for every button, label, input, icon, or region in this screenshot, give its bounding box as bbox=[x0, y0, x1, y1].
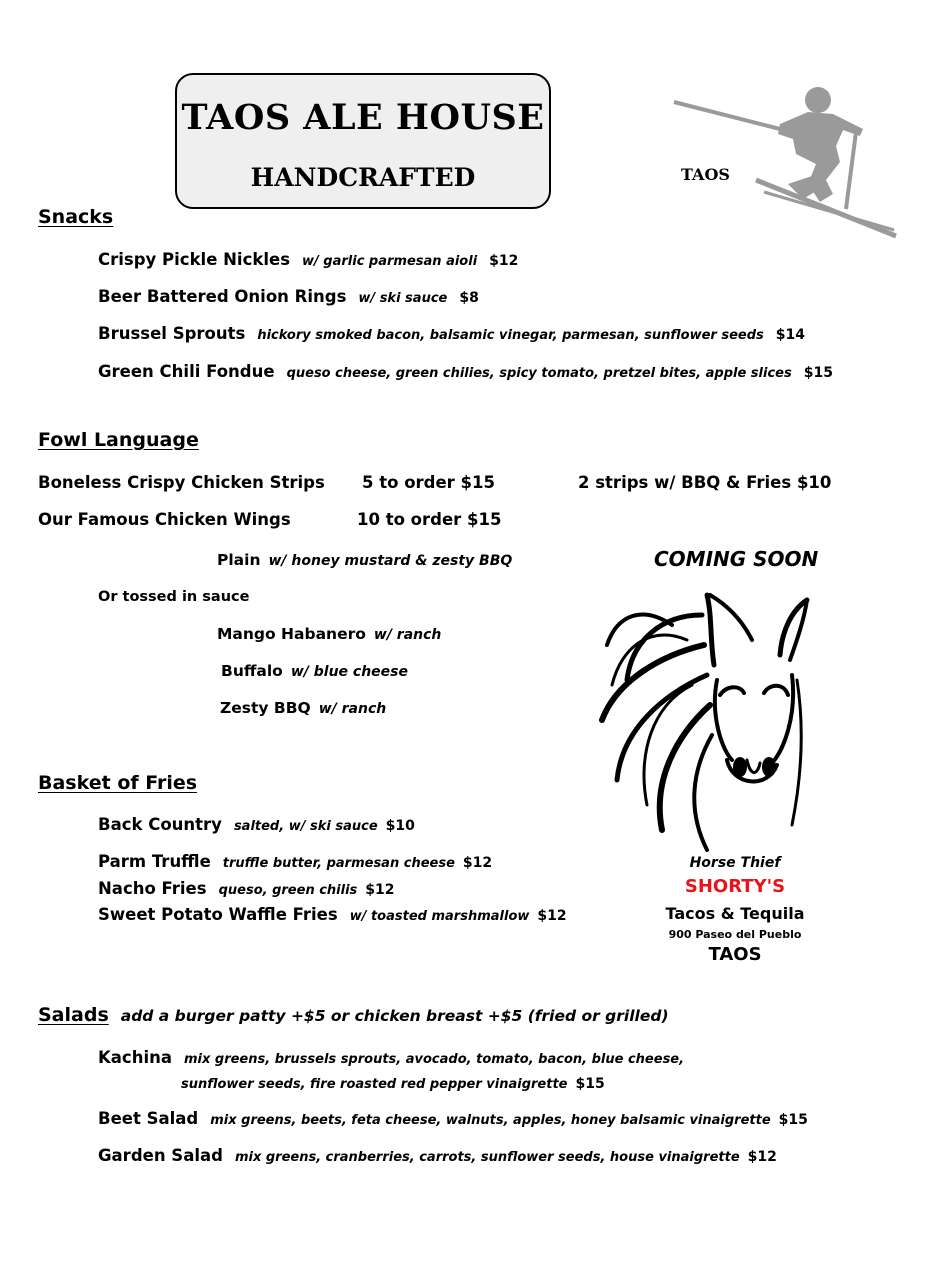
horse-mane-8 bbox=[644, 685, 692, 805]
ski-pole-right bbox=[846, 132, 856, 209]
horse-ear-left bbox=[707, 595, 714, 665]
item-price: $14 bbox=[775, 327, 805, 343]
item-desc: w/ toasted marshmallow bbox=[349, 909, 530, 924]
page-title: TAOS ALE HOUSE bbox=[181, 97, 545, 138]
wings-order: 10 to order $15 bbox=[357, 510, 502, 529]
item-desc: queso cheese, green chilies, spicy tomato, pretzel bites, apple slices bbox=[286, 366, 792, 381]
item-name: Sweet Potato Waffle Fries bbox=[98, 905, 338, 924]
strips-name: Boneless Crispy Chicken Strips bbox=[38, 473, 325, 492]
item-desc: queso, green chilis bbox=[218, 883, 358, 898]
item-desc: w/ garlic parmesan aioli bbox=[302, 254, 478, 269]
item-desc: w/ ski sauce bbox=[358, 291, 448, 306]
item-price: $15 bbox=[575, 1076, 605, 1092]
skier-head bbox=[805, 87, 831, 113]
salads-header bbox=[38, 1004, 669, 1026]
item-name: Back Country bbox=[98, 815, 222, 834]
horse-nostril-left bbox=[733, 757, 747, 777]
salads-note: add a burger patty +$5 or chicken breast +$5 (fried or grilled) bbox=[120, 1007, 669, 1025]
item-price: $15 bbox=[803, 365, 833, 381]
sauce-desc: w/ ranch bbox=[318, 701, 387, 717]
item-name: Parm Truffle bbox=[98, 852, 211, 871]
menu-item bbox=[98, 1048, 684, 1067]
horse-mane-3 bbox=[617, 675, 707, 780]
horse-mane-6 bbox=[607, 615, 672, 645]
menu-item bbox=[98, 250, 518, 269]
menu-item bbox=[98, 905, 567, 924]
section-heading-salads: Salads bbox=[38, 1004, 109, 1026]
plain-desc: w/ honey mustard & zesty BBQ bbox=[268, 553, 513, 569]
ski-pole-left bbox=[674, 102, 780, 129]
horse-mouth bbox=[747, 760, 760, 772]
sauce-item bbox=[221, 661, 408, 680]
horse-mane-5 bbox=[694, 735, 712, 850]
item-name: Garden Salad bbox=[98, 1146, 223, 1165]
coming-soon-label: COMING SOON bbox=[654, 547, 819, 571]
item-name: Kachina bbox=[98, 1048, 172, 1067]
menu-item bbox=[98, 1146, 777, 1165]
section-heading-fries: Basket of Fries bbox=[38, 772, 198, 794]
horse-eye-left bbox=[720, 687, 744, 695]
item-desc: mix greens, cranberries, carrots, sunflower seeds, house vinaigrette bbox=[234, 1150, 740, 1165]
section-heading-snacks: Snacks bbox=[38, 206, 114, 228]
promo-line1: Horse Thief bbox=[689, 855, 781, 871]
sauce-item bbox=[217, 624, 441, 643]
promo-address: 900 Paseo del Pueblo bbox=[668, 928, 802, 941]
item-price: $10 bbox=[385, 818, 415, 834]
item-price: $12 bbox=[537, 908, 567, 924]
menu-item bbox=[98, 324, 805, 343]
sauce-desc: w/ ranch bbox=[373, 627, 442, 643]
menu-item bbox=[98, 1109, 808, 1128]
section-heading-fowl: Fowl Language bbox=[38, 429, 199, 451]
menu-item bbox=[98, 879, 395, 898]
horse-ear-left-inner bbox=[710, 595, 752, 640]
item-name: Nacho Fries bbox=[98, 879, 207, 898]
promo-city: TAOS bbox=[708, 944, 762, 965]
item-price: $12 bbox=[747, 1149, 777, 1165]
item-desc: mix greens, brussels sprouts, avocado, tomato, bacon, blue cheese, bbox=[183, 1052, 685, 1067]
item-desc: hickory smoked bacon, balsamic vinegar, parmesan, sunflower seeds bbox=[257, 328, 764, 343]
strips-order: 5 to order $15 bbox=[362, 473, 495, 492]
page-subtitle: HANDCRAFTED bbox=[250, 163, 476, 192]
item-desc: mix greens, beets, feta cheese, walnuts, apples, honey balsamic vinaigrette bbox=[210, 1113, 771, 1128]
horse-eye-right bbox=[764, 686, 788, 695]
item-name: Crispy Pickle Nickles bbox=[98, 250, 291, 269]
sauce-name: Zesty BBQ bbox=[220, 699, 311, 717]
item-price: $12 bbox=[365, 882, 395, 898]
item-price: $12 bbox=[489, 253, 519, 269]
item-desc: truffle butter, parmesan cheese bbox=[222, 856, 455, 871]
menu-item bbox=[98, 815, 415, 834]
item-name: Beer Battered Onion Rings bbox=[98, 287, 347, 306]
tossed-label: Or tossed in sauce bbox=[98, 589, 250, 605]
menu-item-cont bbox=[181, 1073, 605, 1092]
item-name: Green Chili Fondue bbox=[98, 362, 275, 381]
horse-logo bbox=[592, 585, 812, 860]
sauce-desc: w/ blue cheese bbox=[290, 664, 408, 680]
wings-plain bbox=[217, 550, 512, 569]
sauce-name: Mango Habanero bbox=[217, 625, 366, 643]
horse-mane-7 bbox=[612, 635, 687, 685]
skier-caption: TAOS bbox=[681, 165, 730, 184]
menu-item bbox=[98, 852, 492, 871]
skier-logo bbox=[668, 84, 903, 244]
promo-line3: Tacos & Tequila bbox=[665, 904, 805, 923]
item-name: Brussel Sprouts bbox=[98, 324, 246, 343]
title-box bbox=[175, 73, 551, 209]
plain-label: Plain bbox=[217, 551, 261, 569]
strips-combo: 2 strips w/ BBQ & Fries $10 bbox=[578, 473, 832, 492]
ski-2 bbox=[764, 192, 894, 230]
menu-item bbox=[98, 287, 479, 306]
horse-mane-4 bbox=[660, 705, 710, 830]
promo-brand: SHORTY'S bbox=[684, 876, 786, 897]
sauce-item bbox=[220, 698, 386, 717]
horse-nostril-right bbox=[762, 757, 776, 777]
item-desc: salted, w/ ski sauce bbox=[233, 819, 378, 834]
item-name: Beet Salad bbox=[98, 1109, 199, 1128]
item-price: $8 bbox=[459, 290, 479, 306]
sauce-name: Buffalo bbox=[221, 662, 283, 680]
menu-item bbox=[98, 362, 833, 381]
item-price: $12 bbox=[462, 855, 493, 871]
wings-name: Our Famous Chicken Wings bbox=[38, 510, 291, 529]
item-price: $15 bbox=[778, 1112, 808, 1128]
item-desc: sunflower seeds, fire roasted red pepper vinaigrette bbox=[181, 1077, 568, 1092]
